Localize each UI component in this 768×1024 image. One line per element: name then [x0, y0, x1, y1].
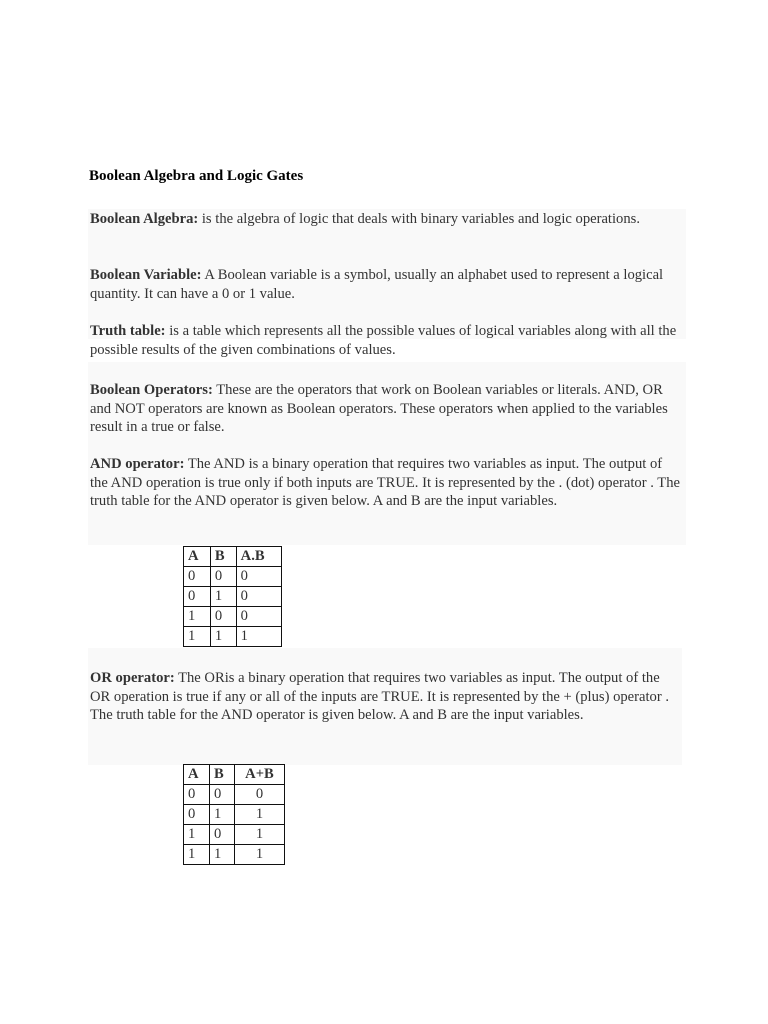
and-truth-table — [183, 546, 282, 647]
truth-table-paragraph — [90, 322, 682, 359]
table-cell: 1 — [184, 845, 210, 865]
boolean-algebra-paragraph — [90, 210, 680, 229]
table-row — [184, 805, 285, 825]
header-cell: A — [184, 765, 210, 785]
definitions-block-1 — [88, 209, 686, 339]
table-cell: 1 — [210, 627, 236, 647]
table-row — [184, 627, 282, 647]
truth-table-text: is a table which represents all the possible values of logical variables along with all the possible results of the given combinations of values. — [90, 323, 677, 358]
table-cell: 0 — [236, 567, 281, 587]
table-cell: 0 — [184, 567, 211, 587]
and-operator-term: AND operator: — [90, 456, 185, 472]
boolean-variable-paragraph — [90, 266, 680, 303]
header-cell: A — [184, 547, 211, 567]
table-cell: 1 — [234, 805, 284, 825]
and-operator-text: The AND is a binary operation that requires two variables as input. The output of the AND operation is true only if both inputs are TRUE. It is represented by the . (dot) operator . The truth table for the AND operator is given below. A and B are the input variables. — [90, 456, 680, 509]
and-operator-paragraph — [90, 455, 682, 511]
table-cell: 0 — [184, 785, 210, 805]
boolean-operators-text: These are the operators that work on Boolean variables or literals. AND, OR and NOT operators are known as Boolean operators. These operators when applied to the variables result in a true or false. — [90, 382, 668, 435]
table-cell: 1 — [184, 627, 211, 647]
header-cell: A+B — [234, 765, 284, 785]
boolean-variable-term: Boolean Variable: — [90, 267, 202, 283]
table-row — [184, 845, 285, 865]
boolean-algebra-term: Boolean Algebra: — [90, 211, 199, 227]
table-cell: 1 — [184, 607, 211, 627]
table-header-row — [184, 765, 285, 785]
or-operator-paragraph — [90, 669, 676, 725]
table-cell: 0 — [234, 785, 284, 805]
table-row — [184, 785, 285, 805]
table-cell: 1 — [210, 845, 235, 865]
table-cell: 1 — [184, 825, 210, 845]
truth-table-term: Truth table: — [90, 323, 166, 339]
boolean-algebra-text: is the algebra of logic that deals with binary variables and logic operations. — [198, 211, 640, 227]
table-cell: 1 — [236, 627, 281, 647]
or-block — [88, 648, 682, 765]
page-title: Boolean Algebra and Logic Gates — [89, 168, 304, 184]
table-cell: 1 — [234, 845, 284, 865]
table-cell: 0 — [210, 825, 235, 845]
table-cell: 1 — [210, 587, 236, 607]
table-cell: 0 — [236, 587, 281, 607]
table-cell: 0 — [210, 785, 235, 805]
table-cell: 0 — [210, 567, 236, 587]
table-row — [184, 587, 282, 607]
table-cell: 0 — [184, 805, 210, 825]
table-row — [184, 567, 282, 587]
table-cell: 0 — [236, 607, 281, 627]
table-cell: 0 — [184, 587, 211, 607]
operators-block — [88, 362, 686, 545]
header-cell: B — [210, 547, 236, 567]
table-cell: 1 — [234, 825, 284, 845]
or-operator-term: OR operator: — [90, 670, 175, 686]
boolean-variable-text: A Boolean variable is a symbol, usually an alphabet used to represent a logical quantity. It can have a 0 or 1 value. — [90, 267, 664, 302]
table-row — [184, 825, 285, 845]
table-row — [184, 607, 282, 627]
or-truth-table — [183, 764, 285, 865]
or-operator-text: The ORis a binary operation that requires two variables as input. The output of the OR operation is true if any or all of the inputs are TRUE. It is represented by the + (plus) operator . The truth table for the AND operator is given below. A and B are the input variables. — [90, 670, 669, 723]
boolean-operators-term: Boolean Operators: — [90, 382, 213, 398]
header-cell: A.B — [236, 547, 281, 567]
boolean-operators-paragraph — [90, 381, 680, 437]
table-cell: 0 — [210, 607, 236, 627]
table-header-row — [184, 547, 282, 567]
table-cell: 1 — [210, 805, 235, 825]
header-cell: B — [210, 765, 235, 785]
